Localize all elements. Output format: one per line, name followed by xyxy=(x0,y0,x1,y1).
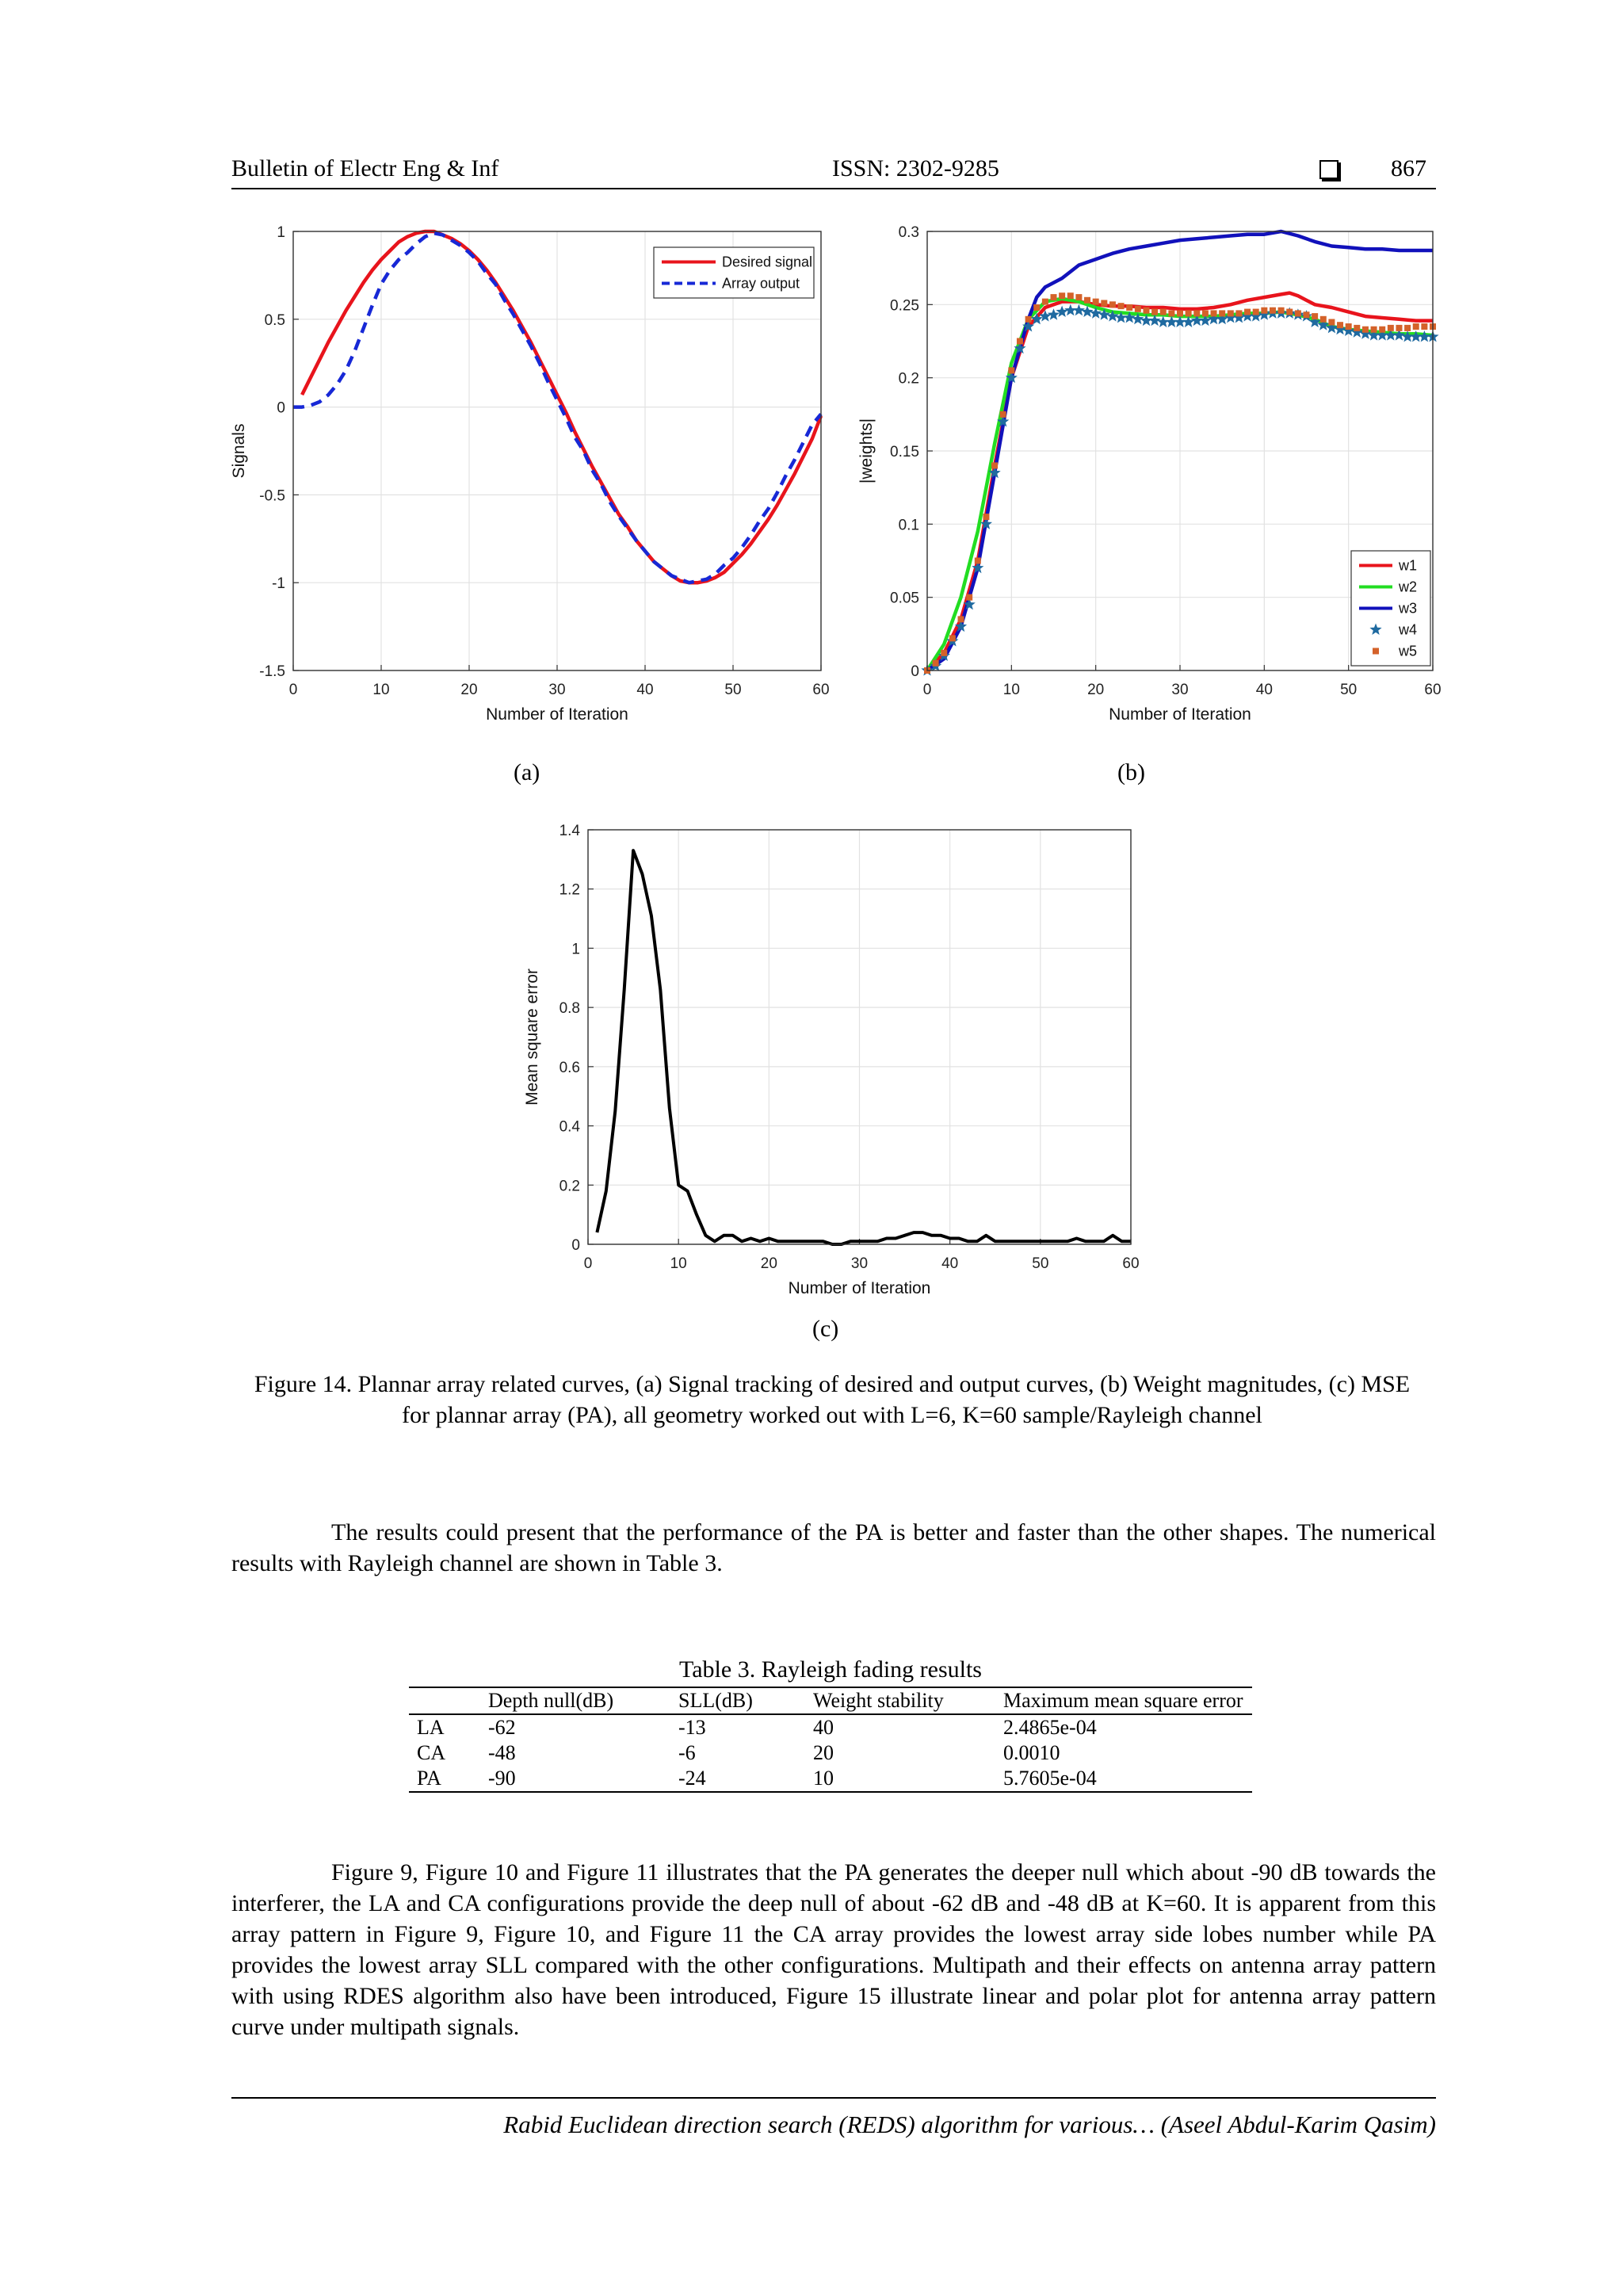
data-point-square xyxy=(949,635,956,641)
table-row xyxy=(409,1740,1252,1766)
data-point-square xyxy=(1101,300,1107,306)
y-tick-label: 0.15 xyxy=(890,444,919,460)
x-tick-label: 0 xyxy=(922,682,932,698)
table-cell: LA xyxy=(417,1716,445,1739)
data-point-square xyxy=(933,660,939,667)
legend xyxy=(1351,551,1430,666)
data-point-square xyxy=(1362,327,1369,333)
data-point-square xyxy=(1328,319,1335,325)
table-header-cell: Weight stability xyxy=(805,1687,995,1714)
table-cell: 40 xyxy=(813,1716,834,1739)
data-point-square xyxy=(1042,299,1048,305)
table-title: Table 3. Rayleigh fading results xyxy=(679,1656,982,1683)
table-header-cell: Depth null(dB) xyxy=(480,1687,670,1714)
data-point-square xyxy=(1337,322,1343,328)
table-row xyxy=(409,1766,1252,1792)
table-cell: CA xyxy=(417,1741,446,1764)
checkbox-square-icon xyxy=(1319,160,1338,179)
y-tick-label: -1.5 xyxy=(259,663,285,680)
figure-label-a: (a) xyxy=(514,759,540,785)
data-point-square xyxy=(1008,367,1014,373)
x-tick-label: 10 xyxy=(372,682,390,698)
legend-entry: Desired signal xyxy=(722,254,813,270)
x-tick-label: 0 xyxy=(583,1255,593,1272)
chart-mse xyxy=(523,812,1149,1296)
data-point-square xyxy=(1051,294,1057,300)
data-point-square xyxy=(1084,297,1090,304)
data-point-square xyxy=(1168,310,1174,316)
table-cell: 5.7605e-04 xyxy=(995,1766,1252,1792)
data-point-square xyxy=(1017,338,1023,345)
chart-weight-magnitudes xyxy=(857,222,1446,729)
y-tick-label: 0 xyxy=(277,399,285,417)
data-point-square xyxy=(1388,325,1394,331)
y-axis-label: |weights| xyxy=(857,418,876,484)
footer-rule xyxy=(231,2097,1436,2099)
x-tick-label: 20 xyxy=(1087,682,1105,698)
y-tick-label: 0.5 xyxy=(264,311,285,329)
table-cell: 0.0010 xyxy=(1003,1741,1060,1764)
data-point-square xyxy=(1235,310,1242,316)
data-point-square xyxy=(1404,325,1411,331)
y-axis-label: Mean square error xyxy=(523,968,541,1106)
chart-signal-tracking xyxy=(230,222,840,729)
x-tick-label: 0 xyxy=(288,682,298,698)
data-point-square xyxy=(958,616,964,622)
y-tick-label: -0.5 xyxy=(259,487,285,505)
x-tick-label: 20 xyxy=(460,682,478,698)
y-tick-label: 0.2 xyxy=(898,370,919,388)
legend-swatch xyxy=(1373,648,1379,655)
data-point-square xyxy=(991,462,998,468)
data-point-square xyxy=(1126,304,1132,311)
y-tick-label: 1 xyxy=(277,224,285,241)
x-tick-label: 30 xyxy=(850,1255,869,1272)
x-tick-label: 60 xyxy=(1424,682,1442,698)
legend-entry: w3 xyxy=(1399,600,1418,617)
data-point-square xyxy=(1093,299,1099,305)
data-point-square xyxy=(1278,308,1285,314)
y-tick-label: 0.3 xyxy=(898,224,919,241)
data-point-square xyxy=(983,514,989,520)
x-tick-label: 10 xyxy=(670,1255,687,1272)
data-point-square xyxy=(1151,309,1158,315)
table-cell: -24 xyxy=(670,1766,805,1792)
legend-entry: w1 xyxy=(1399,557,1418,574)
data-point-square xyxy=(1000,411,1006,418)
data-point-square xyxy=(1320,316,1327,323)
y-tick-label: 1 xyxy=(571,941,580,958)
table-cell: -6 xyxy=(678,1741,696,1764)
data-point-square xyxy=(1346,323,1352,330)
data-point-square xyxy=(1067,292,1074,299)
table-cell: 20 xyxy=(813,1741,834,1764)
table-cell: PA xyxy=(409,1766,480,1792)
figure-caption: Figure 14. Plannar array related curves, (a) Signal tracking of desired and output curves, (b) Weight magnitudes, (c) MSE for plannar array (PA), all geometry worked out with L=6, K=60 sample/Rayleigh channel xyxy=(254,1371,1411,1428)
x-tick-label: 50 xyxy=(724,682,742,698)
paragraph-results xyxy=(231,1517,1436,1579)
table-cell: -90 xyxy=(480,1766,670,1792)
table-cell: 10 xyxy=(805,1766,995,1792)
data-point-square xyxy=(1160,309,1167,315)
y-tick-label: 0.8 xyxy=(559,1000,580,1018)
y-tick-label: 0 xyxy=(571,1237,580,1254)
data-point-square xyxy=(1371,327,1377,333)
x-axis-label: Number of Iteration xyxy=(1109,705,1251,724)
data-point-square xyxy=(1202,310,1209,316)
data-point-square xyxy=(1396,325,1402,331)
table-cell: -48 xyxy=(488,1741,516,1764)
x-axis-label: Number of Iteration xyxy=(486,705,628,724)
table-header-cell: SLL(dB) xyxy=(670,1687,805,1714)
header-rule xyxy=(231,188,1436,189)
y-tick-label: -1 xyxy=(272,575,285,593)
figure-label-c: (c) xyxy=(812,1316,839,1342)
x-tick-label: 60 xyxy=(1122,1255,1140,1272)
x-tick-label: 30 xyxy=(548,682,566,698)
data-point-square xyxy=(1135,306,1141,312)
x-tick-label: 30 xyxy=(1171,682,1189,698)
x-tick-label: 40 xyxy=(636,682,654,698)
data-point-square xyxy=(941,650,947,656)
table-cell: -62 xyxy=(488,1716,516,1739)
figure-label-b: (b) xyxy=(1117,759,1145,785)
journal-name: Bulletin of Electr Eng & Inf xyxy=(231,155,499,181)
data-point-square xyxy=(1186,310,1192,316)
y-tick-label: 1.4 xyxy=(559,823,580,839)
data-point-square xyxy=(966,594,972,601)
data-point-square xyxy=(1211,310,1217,316)
x-tick-label: 10 xyxy=(1002,682,1020,698)
x-axis-label: Number of Iteration xyxy=(788,1279,931,1297)
data-point-square xyxy=(1304,311,1310,318)
page-number: 867 xyxy=(1391,155,1426,181)
table-header-cell xyxy=(409,1687,480,1714)
issn: ISSN: 2302-9285 xyxy=(832,155,999,181)
legend-entry: w5 xyxy=(1399,643,1418,659)
y-tick-label: 0.2 xyxy=(559,1178,580,1195)
data-point-square xyxy=(1075,294,1082,300)
data-point-square xyxy=(1228,310,1234,316)
data-point-square xyxy=(1312,313,1318,319)
y-tick-label: 1.2 xyxy=(559,881,580,899)
data-point-square xyxy=(1143,308,1149,314)
table-header-row xyxy=(409,1687,1252,1714)
y-tick-label: 0.1 xyxy=(898,517,919,534)
x-tick-label: 40 xyxy=(941,1255,959,1272)
x-tick-label: 60 xyxy=(812,682,830,698)
data-point-square xyxy=(1261,308,1267,314)
table-cell: -13 xyxy=(678,1716,706,1739)
legend xyxy=(654,247,814,298)
y-tick-label: 0.05 xyxy=(890,590,919,607)
data-point-square xyxy=(1059,292,1065,299)
legend-entry: Array output xyxy=(722,275,800,292)
paragraph-discussion xyxy=(231,1857,1436,2042)
paragraph-text: The results could present that the performance of the PA is better and faster than the other shapes. The numerical results with Rayleigh channel are shown in Table 3. xyxy=(231,1519,1436,1576)
data-point-square xyxy=(1177,310,1183,316)
data-point-square xyxy=(1379,327,1385,333)
data-point-square xyxy=(1118,303,1125,309)
y-tick-label: 0.4 xyxy=(559,1118,580,1136)
data-point-square xyxy=(1413,323,1419,330)
x-tick-label: 50 xyxy=(1032,1255,1049,1272)
y-tick-label: 0.25 xyxy=(890,297,919,315)
y-tick-label: 0 xyxy=(911,663,919,680)
data-point-square xyxy=(1244,309,1251,315)
table-row xyxy=(409,1714,1252,1740)
data-point-square xyxy=(1354,325,1360,331)
data-point-square xyxy=(1025,316,1032,323)
table-rayleigh-results xyxy=(409,1687,1252,1793)
data-point-square xyxy=(1286,309,1293,315)
y-tick-label: 0.6 xyxy=(559,1059,580,1076)
y-axis-label: Signals xyxy=(230,423,248,479)
data-point-square xyxy=(1270,308,1276,314)
data-point-square xyxy=(1219,310,1225,316)
table-header-cell: Maximum mean square error xyxy=(995,1687,1252,1714)
paragraph-text: Figure 9, Figure 10 and Figure 11 illustrates that the PA generates the deeper null which about -90 dB towards the interferer, the LA and CA configurations provide the deep null of about -62 dB and -48 dB at K=60. It is apparent from this array pattern in Figure 9, Figure 10, and Figure 11 the CA array provides the lowest array side lobes number while PA provides the lowest array SLL compared with the other configurations. Multipath and their effects on antenna array pattern with using RDES algorithm also have been introduced, Figure 15 illustrate linear and polar plot for antenna array pattern curve under multipath signals. xyxy=(231,1859,1436,2040)
table-cell: 2.4865e-04 xyxy=(1003,1716,1097,1739)
legend-entry: w4 xyxy=(1399,621,1418,638)
data-point-square xyxy=(1253,309,1259,315)
x-tick-label: 50 xyxy=(1340,682,1358,698)
x-tick-label: 20 xyxy=(760,1255,777,1272)
data-point-square xyxy=(1033,304,1040,311)
data-point-square xyxy=(1109,301,1116,308)
data-point-square xyxy=(1193,310,1200,316)
data-point-square xyxy=(975,558,981,564)
running-footer: Rabid Euclidean direction search (REDS) algorithm for various… (Aseel Abdul-Karim Qasim) xyxy=(503,2111,1436,2138)
data-point-square xyxy=(1421,323,1427,330)
x-tick-label: 40 xyxy=(1255,682,1273,698)
legend-entry: w2 xyxy=(1399,579,1418,595)
data-point-square xyxy=(1295,310,1301,316)
